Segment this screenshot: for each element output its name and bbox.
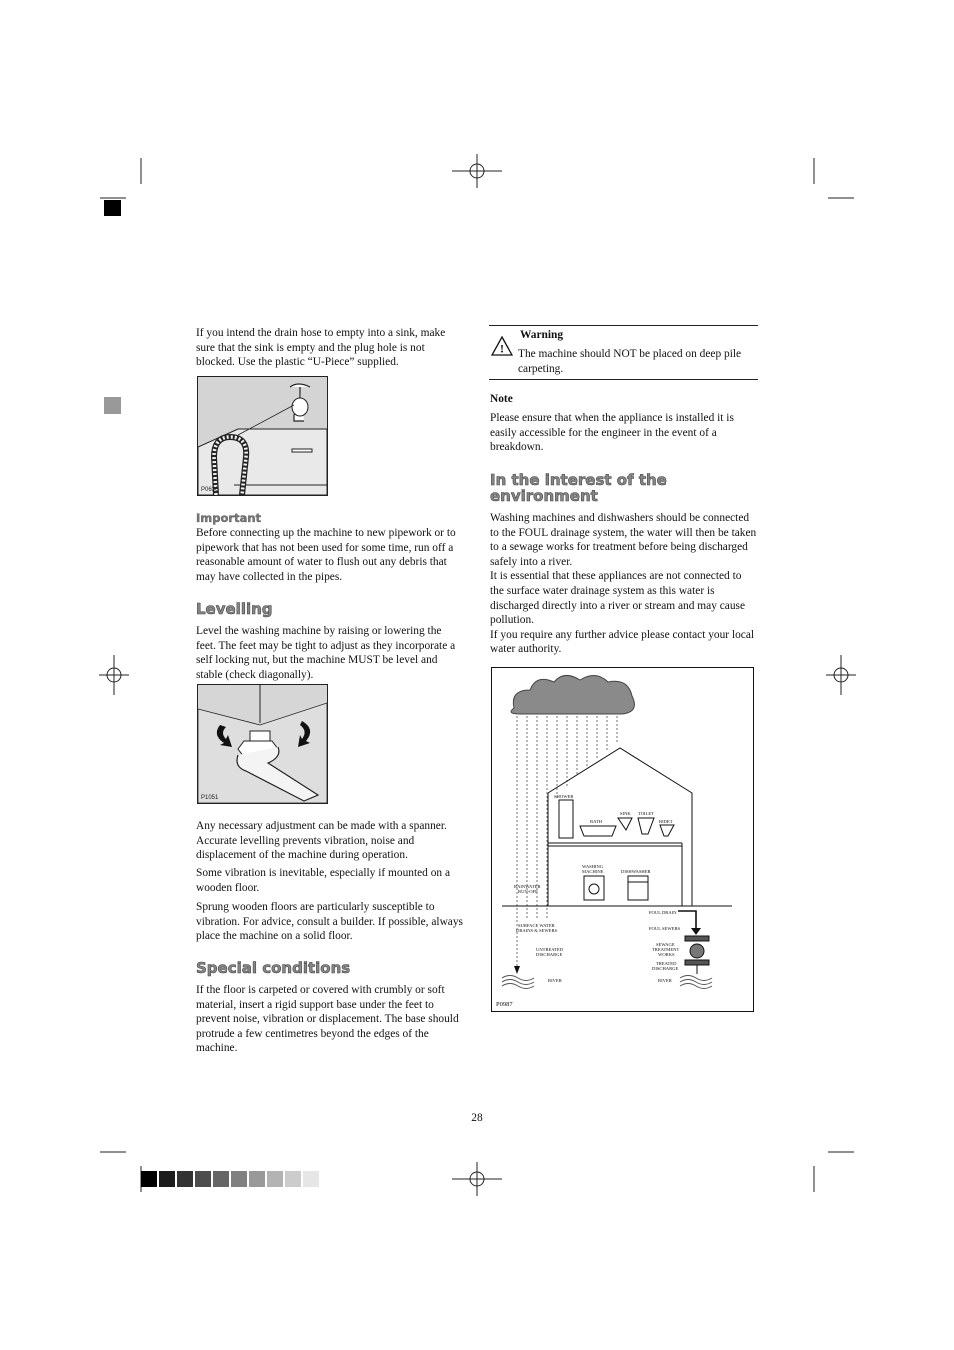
sink-hose-illustration: [198, 377, 327, 495]
label-washing: WASHING: [582, 864, 604, 869]
river-waves: [502, 976, 712, 989]
color-swatch: [267, 1171, 283, 1187]
important-text: Before connecting up the machine to new pipework or to pipework that has not been used for some time, run off a reasonable amount of water to flush out any debris that may have collected in the pipes.: [196, 527, 456, 583]
special-text: If the floor is carpeted or covered with crumbly or soft material, insert a rigid support base under the feet to prevent noise, vibration or displacement. The base should protrude a few centimetres beyond the edges of the machine.: [196, 984, 459, 1055]
label-foul-sewers: FOUL SEWERS: [649, 926, 681, 931]
bidet-fixture: [660, 825, 674, 836]
color-swatch: [249, 1171, 265, 1187]
adjustment-paragraph: [196, 819, 464, 863]
label-river-right: RIVER: [658, 978, 672, 983]
env-text-2: It is essential that these appliances are not connected to the surface water drainage system as this water is discharged directly into a river or stream and may cause pollution.: [490, 570, 746, 627]
levelling-heading: Levelling: [196, 600, 273, 618]
label-shower: SHOWER: [554, 794, 574, 799]
color-swatch: [213, 1171, 229, 1187]
label-foul-drain: FOUL DRAIN: [649, 910, 677, 915]
label-untreated-discharge: DISCHARGE: [536, 952, 563, 957]
env-text-3: If you require any further advice please contact your local water authority.: [490, 628, 755, 656]
levelling-paragraph: [196, 624, 464, 682]
note-title: Note: [490, 393, 513, 405]
rain-cloud: [511, 675, 634, 714]
important-heading: Important: [196, 511, 262, 525]
note-text: Please ensure that when the appliance is installed it is easily accessible for the engineer in the event of a breakdown.: [490, 412, 734, 454]
label-bidet: BIDET: [659, 819, 673, 824]
warning-text: The machine should NOT be placed on deep pile carpeting.: [518, 348, 742, 375]
page-number: 28: [471, 1112, 483, 1124]
washing-machine-icon: [584, 876, 604, 900]
environment-heading-line2: environment: [490, 487, 598, 505]
grey-tab-marker: [104, 397, 121, 414]
color-swatch: [159, 1171, 175, 1187]
foul-drain-arrow: [678, 911, 696, 930]
label-river-left: RIVER: [548, 978, 562, 983]
warning-title: Warning: [520, 329, 564, 341]
sewage-works-icon: [690, 944, 704, 958]
env-text-1: Washing machines and dishwashers should be connected to the FOUL drainage system, the water will then be taken to a sewage works for treatment before being discharged safely into a river.: [490, 512, 757, 568]
figure-code: P0636: [201, 487, 219, 493]
color-swatch: [285, 1171, 301, 1187]
color-swatch: [195, 1171, 211, 1187]
warning-top-rule: [489, 325, 758, 326]
color-swatch: [177, 1171, 193, 1187]
bath-fixture: [580, 826, 616, 836]
label-sewage: SEWAGE: [656, 942, 675, 947]
levelling-text: Level the washing machine by raising or lowering the feet. The feet may be tight to adjust as they incorporate a self locking nut, but the machine MUST be level and stable (check diagonally).: [196, 625, 456, 681]
spanner-illustration: [198, 685, 327, 803]
environment-heading-line1: In the interest of the: [490, 471, 667, 489]
foul-sewers-bar: [685, 936, 709, 941]
shower-fixture: [559, 800, 573, 838]
label-treatment: TREATMENT: [652, 947, 680, 952]
adjust-text: Any necessary adjustment can be made with a spanner. Accurate levelling prevents vibration, noise and displacement of the machine during operation.: [196, 820, 447, 862]
figure-code: P1051: [201, 795, 219, 801]
label-bath: BATH: [590, 819, 602, 824]
label-run-off: RUN-OFF: [518, 889, 538, 894]
environment-heading: [490, 472, 667, 504]
vibration-text: Some vibration is inevitable, especially if mounted on a wooden floor.: [196, 867, 451, 894]
toilet-fixture: [638, 818, 654, 834]
sprung-floor-paragraph: [196, 900, 464, 944]
sink-hose-figure: [197, 376, 328, 496]
drainage-diagram: [491, 667, 754, 1012]
label-rainwater: RAINWATER: [514, 884, 541, 889]
vibration-paragraph: [196, 866, 464, 895]
label-dishwasher: DISHWASHER: [621, 869, 651, 874]
warning-bottom-rule: [489, 379, 758, 380]
warning-triangle-icon: [491, 336, 513, 356]
environment-paragraph: [490, 511, 758, 657]
sink-fixture: [618, 818, 632, 830]
label-sink: SINK: [620, 811, 631, 816]
dishwasher-icon: [628, 876, 648, 900]
label-untreated: UNTREATED: [536, 947, 564, 952]
important-paragraph: [196, 526, 464, 584]
drainage-diagram-svg: [492, 668, 753, 1011]
special-conditions-paragraph: [196, 983, 464, 1056]
spanner-levelling-figure: [197, 684, 328, 804]
label-treated-discharge: DISCHARGE: [652, 966, 679, 971]
note-paragraph: [490, 411, 758, 455]
label-surface-water: SURFACE WATER: [518, 923, 555, 928]
color-swatch: [231, 1171, 247, 1187]
diagram-code: P0987: [496, 1001, 513, 1008]
sprung-text: Sprung wooden floors are particularly susceptible to vibration. For advice, consult a builder. If possible, always place the machine on a solid floor.: [196, 901, 463, 943]
label-machine: MACHINE: [582, 869, 604, 874]
warning-paragraph: [518, 347, 758, 376]
intro-paragraph: [196, 326, 464, 370]
black-tab-marker: [104, 200, 121, 216]
color-swatch: [303, 1171, 319, 1187]
label-toilet: TOILET: [638, 811, 654, 816]
intro-text: If you intend the drain hose to empty into a sink, make sure that the sink is empty and the plug hole is not blocked. Use the plastic “U-Piece” supplied.: [196, 327, 446, 369]
label-treated: TREATED: [656, 961, 677, 966]
label-drains-sewers: DRAINS & SEWERS: [516, 928, 558, 933]
svg-text:!: !: [500, 341, 504, 356]
treated-discharge-bar: [685, 960, 709, 965]
color-swatch: [141, 1171, 157, 1187]
label-works: WORKS: [658, 952, 675, 957]
special-conditions-heading: Special conditions: [196, 959, 351, 977]
